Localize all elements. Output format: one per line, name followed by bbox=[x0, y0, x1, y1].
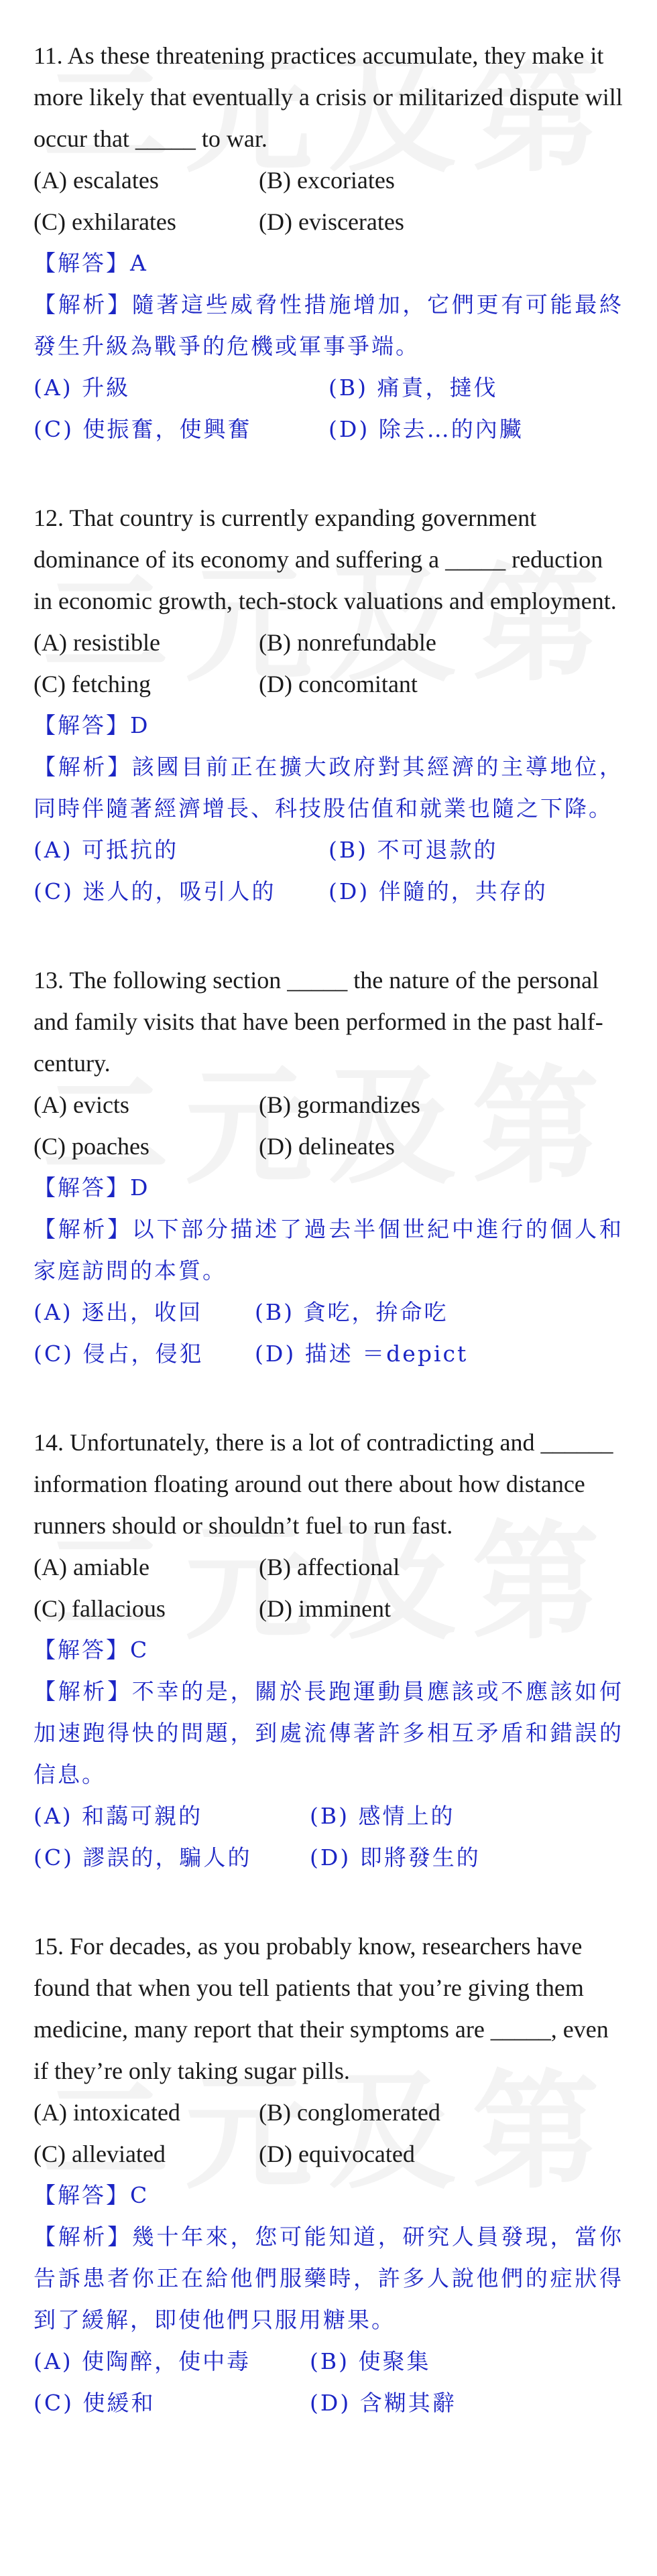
question-stem: 12. That country is currently expanding government dominance of its economy and suffering a _____ reduction in economic growth, tech-stock valuations and employment. bbox=[34, 504, 617, 614]
gloss-row bbox=[34, 1292, 623, 1333]
option-b: (B) excoriates bbox=[259, 167, 395, 194]
question-stem: 15. For decades, as you probably know, researchers have found that when you tell patients that you’re giving them medicine, many report that their symptoms are _____, even if they’re only taking sugar pills. bbox=[34, 1933, 609, 2084]
option-b: (B) nonrefundable bbox=[259, 629, 436, 656]
gloss-b: (B) 痛責，撻伐 bbox=[328, 375, 498, 401]
gloss-row bbox=[34, 829, 623, 871]
gloss-d: (D) 即將發生的 bbox=[310, 1844, 481, 1871]
answer: 【解答】A bbox=[34, 250, 148, 276]
gloss-a: (A) 逐出，收回 bbox=[34, 1299, 203, 1325]
option-a: (A) escalates bbox=[34, 167, 159, 194]
gloss-row bbox=[34, 367, 623, 409]
option-d: (D) imminent bbox=[259, 1595, 391, 1622]
question-stem: 13. The following section _____ the nature of the personal and family visits that have been performed in the past half-century. bbox=[34, 967, 603, 1077]
gloss-b: (B) 感情上的 bbox=[310, 1803, 455, 1829]
analysis: 【解析】隨著這些威脅性措施增加，它們更有可能最終發生升級為戰爭的危機或軍事爭端。 bbox=[34, 291, 623, 359]
gloss-row bbox=[34, 2341, 623, 2382]
gloss-a: (A) 和藹可親的 bbox=[34, 1803, 203, 1829]
gloss-b: (B) 貪吃，拚命吃 bbox=[255, 1299, 449, 1325]
gloss-row bbox=[34, 1795, 623, 1837]
option-c: (C) poaches bbox=[34, 1133, 150, 1160]
option-d: (D) equivocated bbox=[259, 2141, 415, 2167]
answer: 【解答】D bbox=[34, 712, 150, 738]
gloss-row bbox=[34, 1837, 623, 1879]
option-a: (A) intoxicated bbox=[34, 2099, 180, 2126]
option-c: (C) fetching bbox=[34, 671, 151, 697]
options bbox=[34, 1084, 623, 1167]
gloss-d: (D) 含糊其辭 bbox=[310, 2390, 457, 2416]
option-d: (D) concomitant bbox=[259, 671, 418, 697]
question-15 bbox=[34, 1925, 623, 2424]
option-b: (B) gormandizes bbox=[259, 1091, 420, 1118]
gloss-row bbox=[34, 871, 623, 912]
option-c: (C) fallacious bbox=[34, 1595, 166, 1622]
option-a: (A) resistible bbox=[34, 629, 160, 656]
gloss-row bbox=[34, 1333, 623, 1375]
gloss-d: (D) 除去…的內臟 bbox=[328, 416, 524, 442]
gloss-c: (C) 使振奮，使興奮 bbox=[34, 416, 252, 442]
gloss-c: (C) 使緩和 bbox=[34, 2390, 156, 2416]
analysis: 【解析】不幸的是，關於長跑運動員應該或不應該如何加速跑得快的問題，到處流傳著許多相互矛盾和錯誤的信息。 bbox=[34, 1678, 623, 1787]
option-a: (A) evicts bbox=[34, 1091, 129, 1118]
answer: 【解答】C bbox=[34, 2182, 150, 2208]
answer: 【解答】C bbox=[34, 1637, 150, 1663]
gloss-a: (A) 使陶醉，使中毒 bbox=[34, 2348, 251, 2374]
question-12 bbox=[34, 497, 623, 912]
option-d: (D) eviscerates bbox=[259, 208, 404, 235]
options bbox=[34, 1546, 623, 1629]
gloss-a: (A) 升級 bbox=[34, 375, 131, 401]
question-sheet bbox=[34, 35, 623, 2471]
question-stem: 14. Unfortunately, there is a lot of contradicting and ______ information floating around out there about how distance runners should or shouldn’t fuel to run fast. bbox=[34, 1429, 613, 1539]
gloss-d: (D) 描述 ＝depict bbox=[255, 1341, 469, 1367]
options bbox=[34, 2092, 623, 2175]
option-b: (B) conglomerated bbox=[259, 2099, 440, 2126]
option-c: (C) alleviated bbox=[34, 2141, 166, 2167]
options bbox=[34, 159, 623, 243]
gloss-row bbox=[34, 409, 623, 450]
gloss-a: (A) 可抵抗的 bbox=[34, 837, 179, 863]
option-d: (D) delineates bbox=[259, 1133, 395, 1160]
question-13 bbox=[34, 959, 623, 1375]
gloss-b: (B) 使聚集 bbox=[310, 2348, 431, 2374]
question-14 bbox=[34, 1422, 623, 1879]
option-b: (B) affectional bbox=[259, 1554, 400, 1580]
question-stem: 11. As these threatening practices accumulate, they make it more likely that eventually a crisis or militarized dispute will occur that _____ to war. bbox=[34, 42, 623, 152]
options bbox=[34, 622, 623, 705]
analysis: 【解析】幾十年來，您可能知道，研究人員發現，當你告訴患者你正在給他們服藥時，許多人說他們的症狀得到了緩解，即使他們只服用糖果。 bbox=[34, 2224, 623, 2333]
question-11 bbox=[34, 35, 623, 450]
gloss-row bbox=[34, 2382, 623, 2424]
gloss-c: (C) 侵占，侵犯 bbox=[34, 1341, 204, 1367]
gloss-c: (C) 謬誤的，騙人的 bbox=[34, 1844, 252, 1871]
option-a: (A) amiable bbox=[34, 1554, 150, 1580]
gloss-d: (D) 伴隨的，共存的 bbox=[328, 878, 548, 904]
gloss-b: (B) 不可退款的 bbox=[328, 837, 498, 863]
answer: 【解答】D bbox=[34, 1174, 150, 1201]
gloss-c: (C) 迷人的，吸引人的 bbox=[34, 878, 276, 904]
analysis: 【解析】以下部分描述了過去半個世紀中進行的個人和家庭訪問的本質。 bbox=[34, 1216, 623, 1284]
option-c: (C) exhilarates bbox=[34, 208, 176, 235]
analysis: 【解析】該國目前正在擴大政府對其經濟的主導地位，同時伴隨著經濟增長、科技股估值和就業也隨之下降。 bbox=[34, 754, 623, 821]
